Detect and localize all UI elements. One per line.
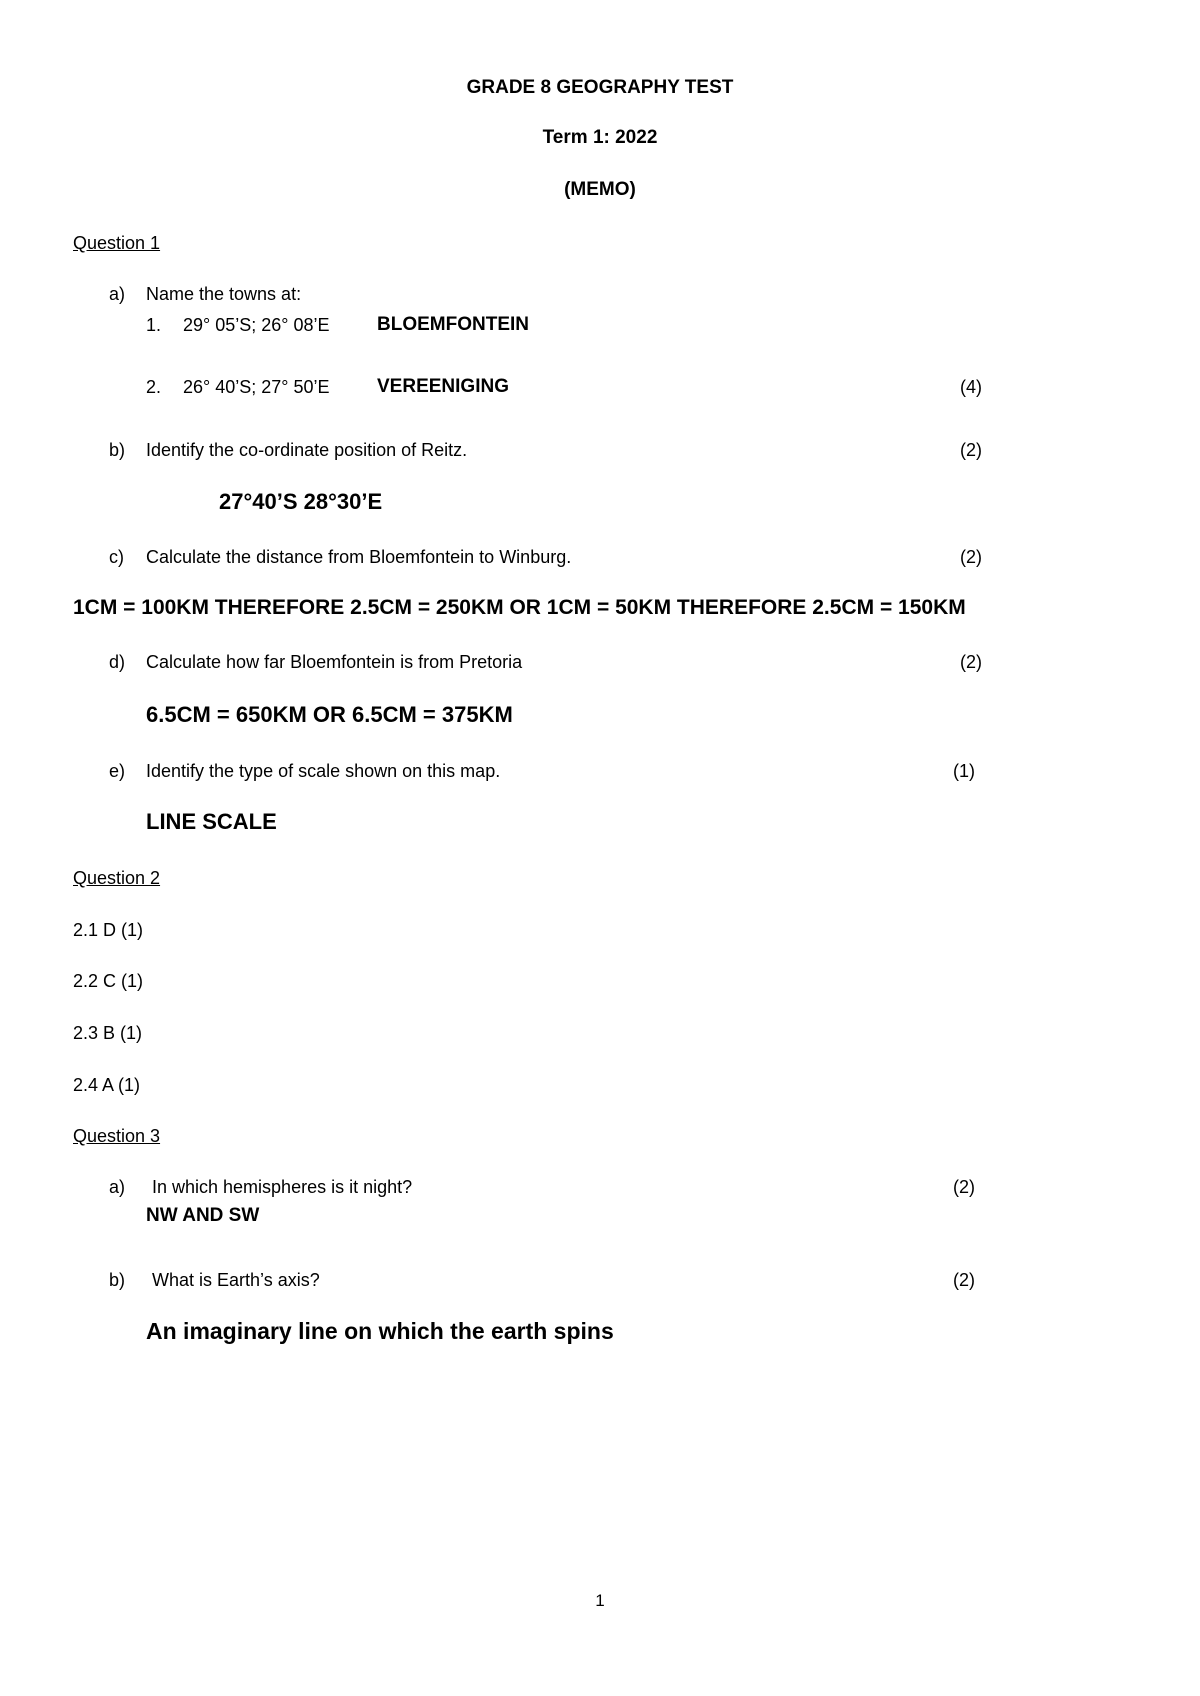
q1d-answer: 6.5CM = 650KM OR 6.5CM = 375KM: [146, 702, 513, 727]
q1a-text: Name the towns at:: [146, 284, 302, 304]
q2-answer-4: 2.4 A (1): [73, 1075, 141, 1095]
q2-answer-1: 2.1 D (1): [73, 920, 144, 940]
q1e-text: Identify the type of scale shown on this map.: [146, 761, 501, 781]
q1e-answer: LINE SCALE: [146, 809, 277, 834]
question-1-heading: Question 1: [73, 233, 161, 253]
q1c-text: Calculate the distance from Bloemfontein to Winburg.: [146, 547, 572, 567]
q1e-label: e): [109, 761, 126, 781]
q1a-marks: (4): [960, 377, 982, 397]
q1d-marks: (2): [960, 652, 982, 672]
question-3-heading: Question 3: [73, 1126, 161, 1146]
q1a-item-2-number: 2.: [146, 377, 162, 397]
q3a-label: a): [109, 1177, 126, 1197]
q1c-marks: (2): [960, 547, 982, 567]
q1d-label: d): [109, 652, 126, 672]
q1b-label: b): [109, 440, 126, 460]
q1d-text: Calculate how far Bloemfontein is from Pretoria: [146, 652, 523, 672]
page-number: 1: [595, 1591, 605, 1610]
q3b-marks: (2): [953, 1270, 975, 1290]
q1b-text: Identify the co-ordinate position of Reitz.: [146, 440, 468, 460]
q1a-item-2-answer: VEREENIGING: [377, 376, 509, 397]
q3b-text: What is Earth’s axis?: [152, 1270, 320, 1290]
q3b-answer: An imaginary line on which the earth spins: [146, 1318, 614, 1344]
q3a-marks: (2): [953, 1177, 975, 1197]
q1b-answer: 27°40’S 28°30’E: [219, 489, 383, 514]
q3b-label: b): [109, 1270, 126, 1290]
q1a-item-1-number: 1.: [146, 315, 162, 335]
q1a-item-1-coords: 29° 05’S; 26° 08’E: [183, 315, 330, 335]
memo-label: (MEMO): [564, 179, 636, 200]
q1c-answer: 1CM = 100KM THEREFORE 2.5CM = 250KM OR 1CM = 50KM THEREFORE 2.5CM = 150KM: [73, 596, 966, 619]
q1a-item-1-answer: BLOEMFONTEIN: [377, 314, 529, 335]
term-line: Term 1: 2022: [542, 127, 658, 148]
q1c-label: c): [109, 547, 124, 567]
question-2-heading: Question 2: [73, 868, 161, 888]
q2-answer-3: 2.3 B (1): [73, 1023, 143, 1043]
q1a-item-2-coords: 26° 40’S; 27° 50’E: [183, 377, 330, 397]
q1a-label: a): [109, 284, 126, 304]
q2-answer-2: 2.2 C (1): [73, 971, 144, 991]
q3a-text: In which hemispheres is it night?: [152, 1177, 413, 1197]
q3a-answer: NW AND SW: [146, 1205, 260, 1226]
q1e-marks: (1): [953, 761, 975, 781]
document-title: GRADE 8 GEOGRAPHY TEST: [466, 77, 734, 98]
q1b-marks: (2): [960, 440, 982, 460]
